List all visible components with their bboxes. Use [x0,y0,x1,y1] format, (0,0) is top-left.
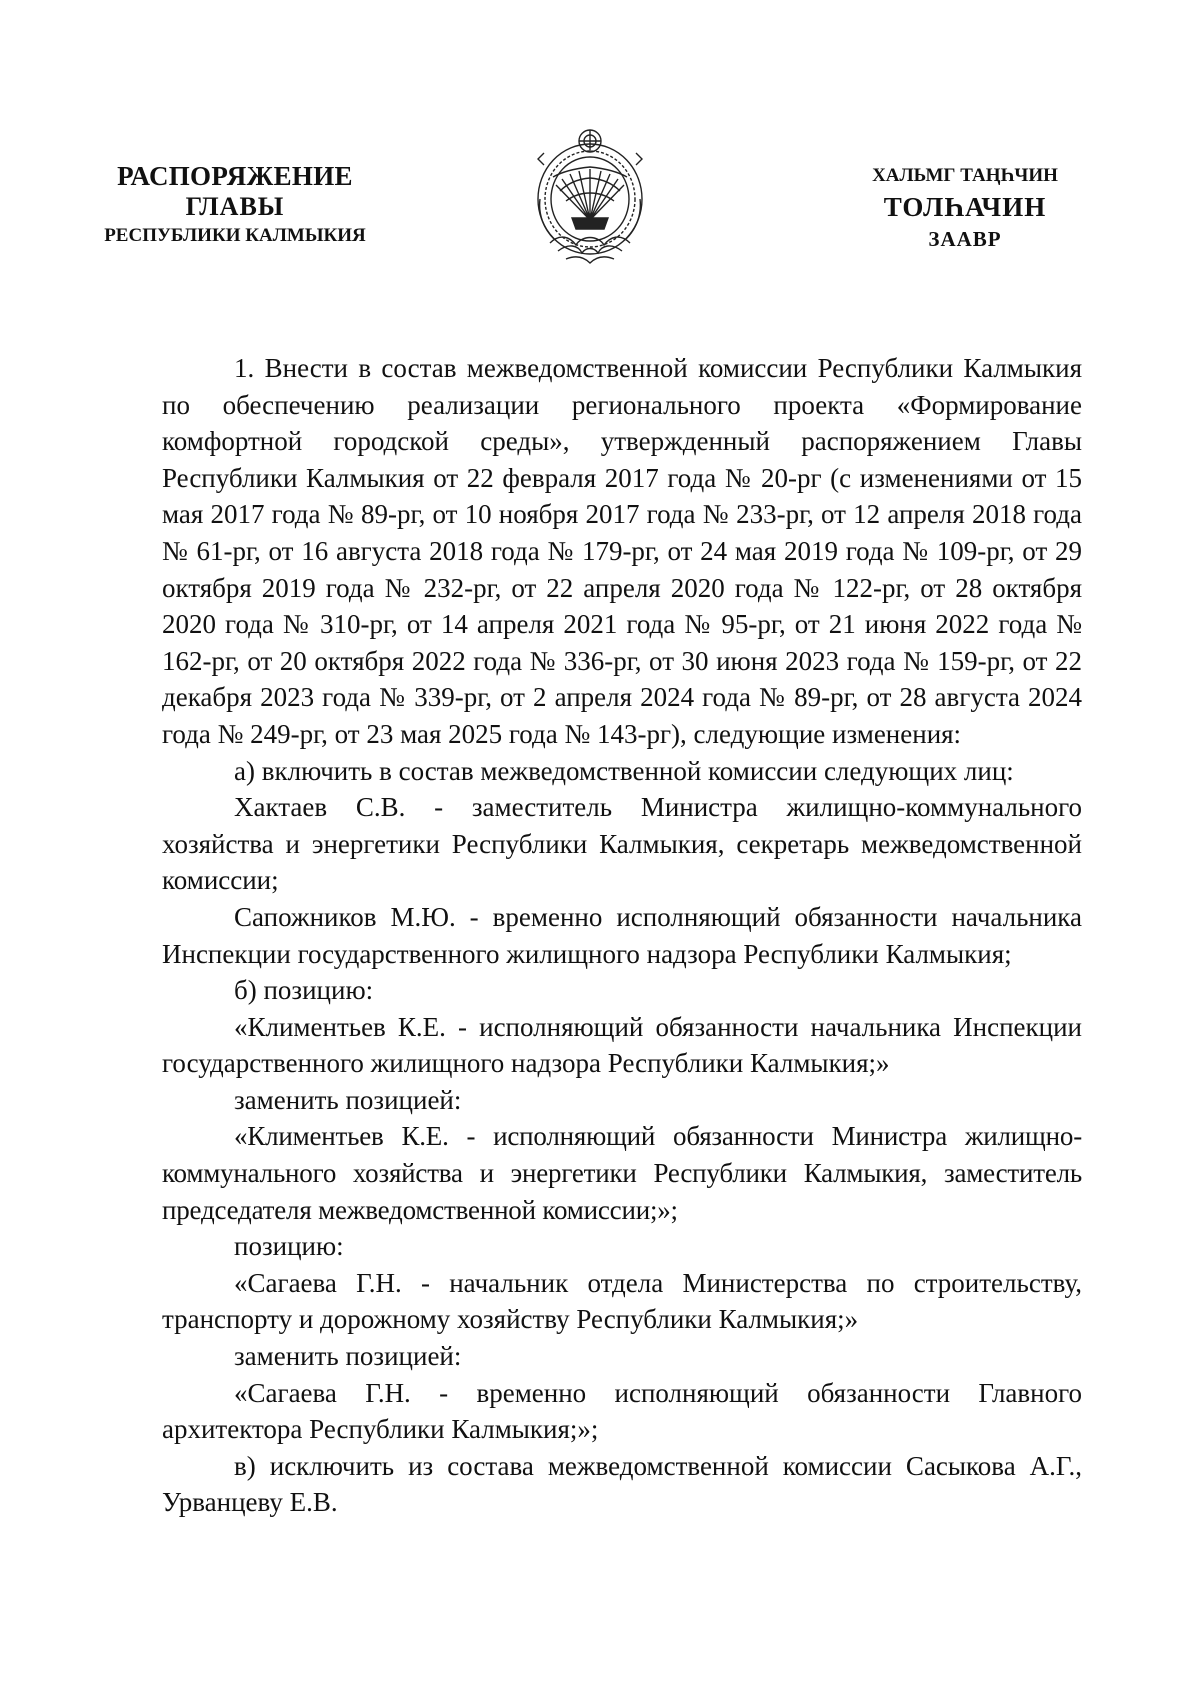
paragraph-13: в) исключить из состава межведомственной комиссии Сасыкова А.Г., Урванцеву Е.В. [162,1450,1082,1518]
paragraph-3: Хактаев С.В. - заместитель Министра жилищно-коммунального хозяйства и энергетики Республики Калмыкия, секретарь межведомственной комиссии; [162,792,1082,896]
header-left [70,160,400,250]
paragraph-11: заменить позицией: [234,1341,462,1372]
paragraph-5: б) позицию: [234,975,374,1006]
paragraph-8: «Климентьев К.Е. - исполняющий обязанности Министра жилищно-коммунального хозяйства и энергетики Республики Калмыкия, заместитель председателя межведомственной комиссии;»; [162,1121,1082,1225]
region-kalmyk: ХАЛЬМГ ТАҢҺЧИН [872,165,1058,186]
coat-of-arms-kalmykia-icon [520,125,660,275]
paragraph-12: «Сагаева Г.Н. - временно исполняющий обязанности Главного архитектора Республики Калмыкия;»; [162,1377,1082,1445]
doc-type-ru: РАСПОРЯЖЕНИЕ [117,161,353,191]
paragraph-1: 1. Внести в состав межведомственной комиссии Республики Калмыкия по обеспечению реализации регионального проекта «Формирование комфортной городской среды», утвержденный распоряжением Главы Республики Калмыкия от 22 февраля 2017 года № 20-рг (с изменениями от 15 мая 2017 года № 89-рг, от 10 ноября 2017 года № 233-рг, от 12 апреля 2018 года № 61-рг, от 16 августа 2018 года № 179-рг, от 24 мая 2019 года № 109-рг, от 29 октября 2019 года № 232-рг, от 22 апреля 2020 года № 122-рг, от 28 октября 2020 года № 310-рг, от 14 апреля 2021 года № 95-рг, от 21 июня 2022 года № 162-рг, от 20 октября 2022 года № 336-рг, от 30 июня 2023 года № 159-рг, от 22 декабря 2023 года № 339-рг, от 2 апреля 2024 года № 89-рг, от 28 августа 2024 года № 249-рг, от 23 мая 2025 года № 143-рг), следующие изменения: [162,353,1082,749]
issuer-kalmyk: ТОЛҺАЧИН [883,192,1047,222]
issuer-ru: ГЛАВЫ [185,192,285,221]
document-body [162,350,1082,1521]
paragraph-4: Сапожников М.Ю. - временно исполняющий обязанности начальника Инспекции государственного жилищного надзора Республики Калмыкия; [162,901,1082,969]
paragraph-6: «Климентьев К.Е. - исполняющий обязанности начальника Инспекции государственного жилищного надзора Республики Калмыкия;» [162,1011,1082,1079]
region-ru: РЕСПУБЛИКИ КАЛМЫКИЯ [104,225,366,246]
paragraph-9: позицию: [234,1231,344,1262]
doc-type-kalmyk: ЗААВР [928,227,1002,251]
paragraph-7: заменить позицией: [234,1084,462,1115]
header-right [820,162,1110,254]
paragraph-2: а) включить в состав межведомственной комиссии следующих лиц: [234,755,1014,786]
paragraph-10: «Сагаева Г.Н. - начальник отдела Министерства по строительству, транспорту и дорожному хозяйству Республики Калмыкия;» [162,1267,1082,1335]
